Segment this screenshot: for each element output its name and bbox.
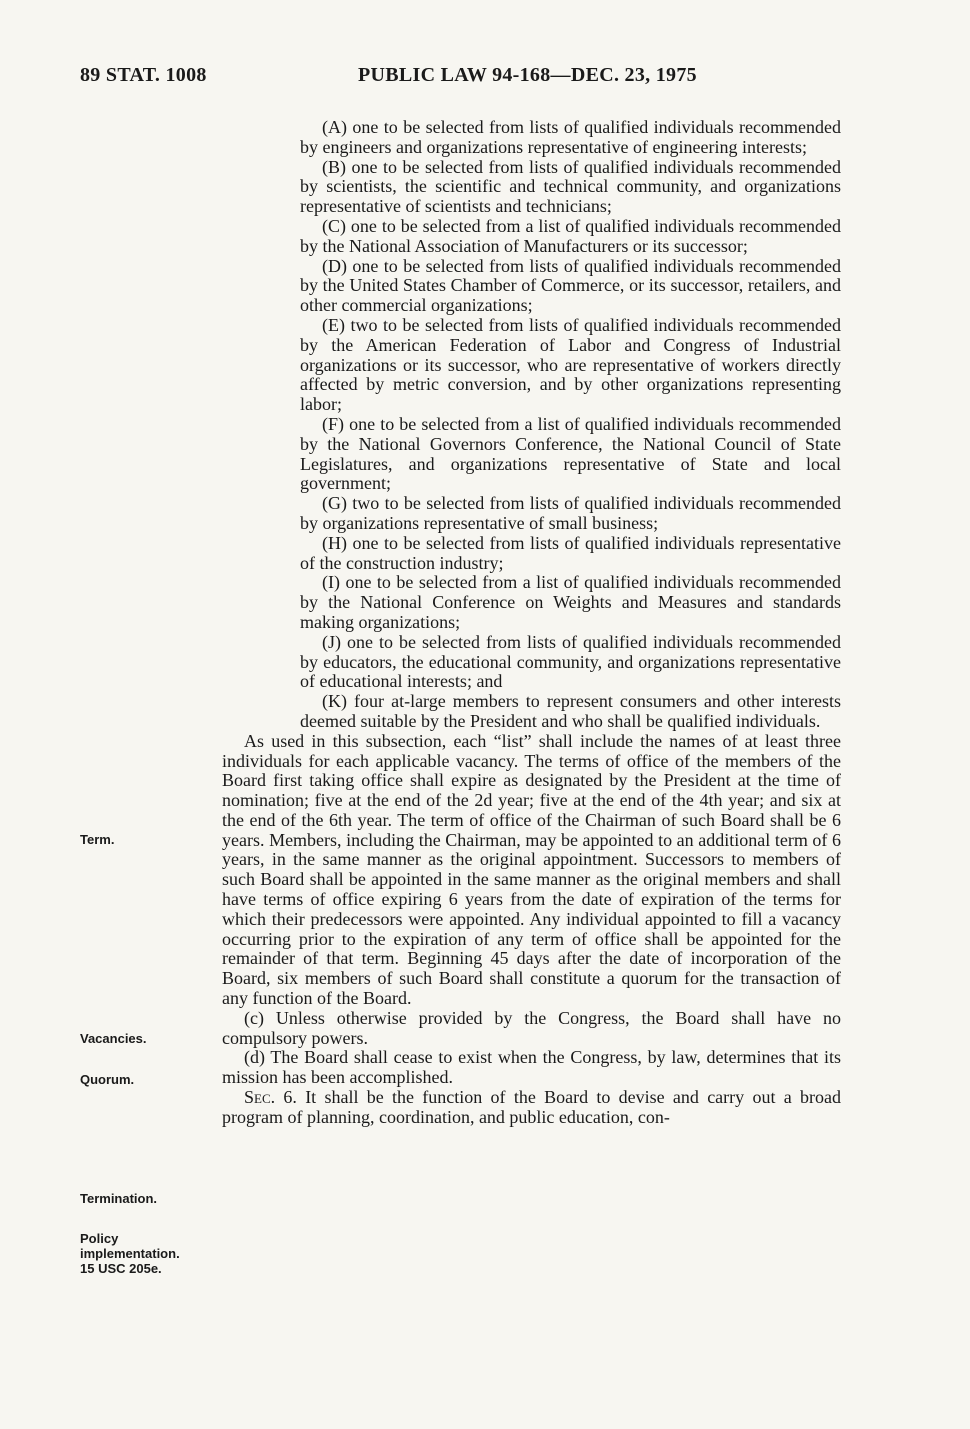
document-body — [222, 118, 841, 1128]
list-item: (K) four at-large members to represent consumers and other interests deemed suitable by the President and who shall be qualified individuals. — [300, 691, 841, 731]
margin-note-term: Term. — [80, 832, 115, 847]
list-item: (C) one to be selected from a list of qualified individuals recommended by the National Association of Manufacturers or its successor; — [300, 215, 841, 256]
stat-page-number: 89 STAT. 1008 — [80, 64, 207, 86]
section-text: It shall be the function of the Board to devise and carry out a broad program of planning, coordination, and public education, con- — [222, 1087, 841, 1127]
paragraph-terms: As used in this subsection, each “list” shall include the names of at least three individuals for each applicable vacancy. The terms of office of the members of the Board first taking office shall expire as designated by the President at the time of nomination; five at the end of the 2d year; five at the end of the 4th year; and six at the end of the 6th year. The term of office of the Chairman of such Board shall be 6 years. Members, including the Chairman, may be appointed to an additional term of 6 years, in the same manner as the original appointment. Successors to members of such Board shall be appointed in the same manner as the original members and shall have terms of office expiring 6 years from the date of expiration of the terms for which their predecessors were appointed. Any individual appointed to fill a vacancy occurring prior to the expiration of any term of office shall be appointed for the remainder of that term. Beginning 45 days after the date of incorporation of the Board, six members of such Board shall constitute a quorum for the transaction of any function of the Board. — [222, 730, 841, 1009]
margin-note-vacancies: Vacancies. — [80, 1031, 147, 1046]
margin-note-termination: Termination. — [80, 1191, 158, 1206]
list-item: (G) two to be selected from lists of qualified individuals recommended by organizations representative of small business; — [300, 493, 841, 533]
list-item: (I) one to be selected from a list of qualified individuals recommended by the National Conference on Weights and Measures and standards making organizations; — [300, 572, 841, 632]
list-item: (J) one to be selected from lists of qualified individuals recommended by educators, the educational community, and organizations representative of educational interests; and — [300, 631, 841, 692]
member-selection-list — [300, 118, 841, 732]
paragraph-d-termination: (d) The Board shall cease to exist when the Congress, by law, determines that its mission has been accomplished. — [222, 1047, 841, 1088]
list-item: (A) one to be selected from lists of qualified individuals recommended by engineers and organizations representative of engineering interests; — [300, 117, 841, 157]
list-item: (B) one to be selected from lists of qualified individuals recommended by scientists, the scientific and technical community, and organizations representative of scientists and technicians; — [300, 156, 841, 217]
list-item: (E) two to be selected from lists of qualified individuals recommended by the American Federation of Labor and Congress of Industrial organizations or its successor, who are representative of workers directly affected by metric conversion, and by other organizations representing labor; — [300, 314, 841, 415]
list-item: (F) one to be selected from a list of qualified individuals recommended by the National Governors Conference, the National Council of State Legislatures, and organizations representative of State and local government; — [300, 413, 841, 494]
margin-note-policy-implementation: Policy implementation. 15 USC 205e. — [80, 1231, 180, 1276]
list-item: (H) one to be selected from lists of qualified individuals representative of the construction industry; — [300, 532, 841, 573]
paragraph-sec-6 — [222, 1088, 841, 1128]
margin-note-quorum: Quorum. — [80, 1072, 135, 1087]
section-label: Sec. 6. — [244, 1087, 297, 1108]
paragraph-c-compulsory-powers: (c) Unless otherwise provided by the Congress, the Board shall have no compulsory powers. — [222, 1007, 841, 1048]
running-header-title: PUBLIC LAW 94-168—DEC. 23, 1975 — [358, 64, 697, 86]
list-item: (D) one to be selected from lists of qualified individuals recommended by the United States Chamber of Commerce, or its successor, retailers, and other commercial organizations; — [300, 255, 841, 316]
